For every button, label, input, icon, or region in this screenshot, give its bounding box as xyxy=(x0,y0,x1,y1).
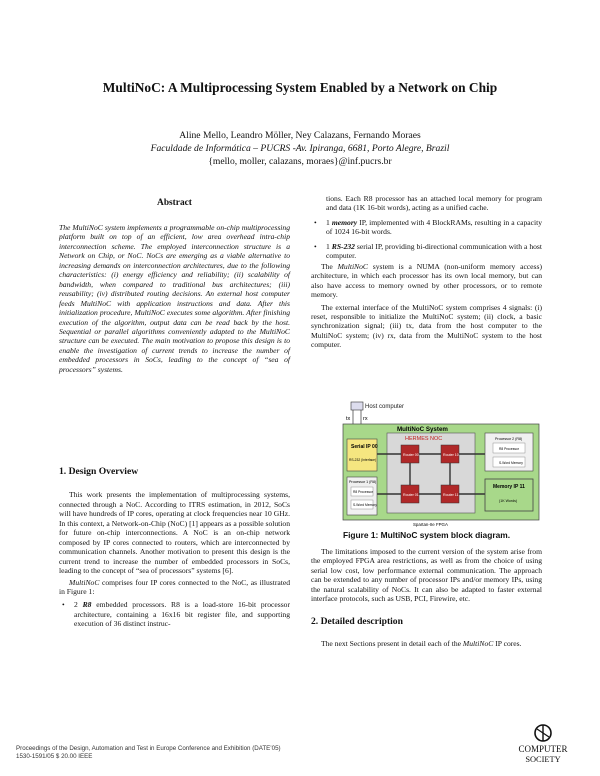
multinoc-emphasis: MultiNoC xyxy=(69,577,100,587)
abstract-text: The MultiNoC system implements a programmable on-chip multiprocessing platform built on top of an efficient, low area overhead intra-chip interconnection scheme. The employed interconnection structure is a Network on Chip, or NoC. NoCs are emerging as a viable alternative to increasing demands on interconnection architectures, due to the following characteristics: (i) energy efficiency and reliability; (ii) scalability of bandwidth, when compared to traditional bus architectures; (iii) reusability; (iv) distributed routing decisions. An external host computer feeds MultiNoC with application instructions and data. After this initialization procedure, MultiNoC executes some algorithm. After finishing execution of the algorithm, output data can be read back by the host. Sequential or parallel algorithms conveniently adapted to the MultiNoC structure can be executed. The main motivation to propose this design is to enable the investigation of current trends to increase the number of embedded processors in SoCs, leading to the concept of “sea of processors” systems. xyxy=(59,223,290,374)
memory-ip-label: Memory IP 11 xyxy=(493,484,525,490)
logo-text-1: COMPUTER xyxy=(518,744,568,754)
bullet-r8-continued: tions. Each R8 processor has an attached local memory for program and data (1K 16-bit words), acting as a unified cache. xyxy=(326,194,542,213)
paper-title: MultiNoC: A Multiprocessing System Enabled by a Network on Chip xyxy=(102,80,498,95)
abstract-heading: Abstract xyxy=(157,198,192,208)
bullet-memory: • 1 memory IP, implemented with 4 BlockRAMs, resulting in a capacity of 1024 16-bit words. xyxy=(311,218,542,237)
tx-label: tx xyxy=(346,416,351,422)
serial-ip-sub: RS-232 (Interface) xyxy=(349,458,377,462)
fpga-label: Spartan-IIe FPGA xyxy=(413,522,448,527)
svg-text:Router 10: Router 10 xyxy=(443,453,459,457)
computer-society-logo xyxy=(510,724,576,766)
svg-text:Router 00: Router 00 xyxy=(403,453,419,457)
external-interface-paragraph: The external interface of the MultiNoC system comprises 4 signals: (i) reset, responsible to initialize the MultiNoC system; (ii) clock, a basic synchronization signal; (iii) tx, data from the host computer to the MultiNoC system; (iv) rx, data from the MultiNoC system to the host computer. xyxy=(311,302,542,350)
svg-text:R8 Processor: R8 Processor xyxy=(499,447,519,451)
bullet-marker: • xyxy=(314,241,317,251)
svg-text:R8 Processor: R8 Processor xyxy=(353,490,373,494)
processor-1-label: Processor 1 (R8) xyxy=(349,480,377,484)
bullet-marker: • xyxy=(314,217,317,227)
svg-text:Router 01: Router 01 xyxy=(403,493,419,497)
bullet-marker: • xyxy=(62,600,65,610)
footer-issn: 1530-1591/05 $ 20.00 IEEE xyxy=(16,753,93,760)
author-affiliation: Faculdade de Informática – PUCRS -Av. Ipiranga, 6681, Porto Alegre, Brazil xyxy=(150,143,450,154)
svg-text:Router 11: Router 11 xyxy=(443,493,459,497)
figure-block-diagram xyxy=(327,399,545,529)
section2-paragraph: The next Sections present in detail each of the MultiNoC IP cores. xyxy=(321,639,522,649)
bullet-r8-text: 2 R8 embedded processors. R8 is a load-store 16-bit processor architecture, containing a 16x16 bit register file, and supporting execution of 36 distinct instruc- xyxy=(74,600,290,629)
bullet-rs232: • 1 RS-232 serial IP, providing bi-directional communication with a host computer. xyxy=(311,242,542,261)
author-email: {mello, moller, calazans, moraes}@inf.pucrs.br xyxy=(208,156,392,167)
system-label: MultiNoC System xyxy=(397,426,448,433)
numa-paragraph: The MultiNoC system is a NUMA (non-uniform memory access) architecture, in which each processor has its own local memory, but can also have access to memory owned by other processors, or to remote memory. xyxy=(311,261,542,300)
rx-label: rx xyxy=(363,416,368,422)
logo-text-2: SOCIETY xyxy=(525,755,561,764)
author-block xyxy=(0,129,600,168)
section1-left xyxy=(59,467,290,629)
serial-ip-label: Serial IP 00 xyxy=(351,444,378,450)
section1-paragraph-2: MultiNoC comprises four IP cores connected to the NoC, as illustrated in Figure 1: xyxy=(59,577,290,596)
page-footer xyxy=(16,745,281,761)
host-label: Host computer xyxy=(365,404,405,410)
figure-caption: Figure 1: MultiNoC system block diagram. xyxy=(342,530,511,540)
section2-heading: 2. Detailed description xyxy=(311,615,403,627)
footer-proceedings: Proceedings of the Design, Automation and Test in Europe Conference and Exhibition (DATE’05) xyxy=(16,745,281,752)
limitations-paragraph: The limitations imposed to the current version of the system arise from the employed FPGA area restrictions, as well as from the choice of using serial low cost, low performance external communication. The approach can be extended to any number of processor IPs and/or memory IPs, using the natural scalability of NoCs. It can also be adapted to faster external interface protocols, such as USB, PCI, Firewire, etc. xyxy=(311,547,542,604)
host-computer-icon xyxy=(351,402,363,410)
svg-text:S-Word Memory: S-Word Memory xyxy=(499,461,523,465)
hermes-noc-box xyxy=(387,433,475,513)
memory-ip-sub: (1K Words) xyxy=(499,499,518,503)
author-names: Aline Mello, Leandro Möller, Ney Calazans, Fernando Moraes xyxy=(179,130,421,141)
svg-text:S-Word Memory: S-Word Memory xyxy=(353,503,377,507)
section1-right xyxy=(311,194,542,350)
right-column-lower xyxy=(311,547,542,649)
section1-paragraph-1: This work presents the implementation of multiprocessing systems, connected through a NoC. According to ITRS estimation, in 2012, SoCs will have hundreds of IP cores, operating at clock frequencies near 10 GHz. In this context, a Network-on-Chip (NoC) [1] appears as a possible solution for future on-chip interconnections. A NoC is an on-chip network composed by IP cores connected to routers, which are interconnected by communication channels. Another motivation to present this design is the current trend to increase the number of embedded processors in SoCs, leading to the concept of “sea of processors” systems [6]. xyxy=(59,490,290,576)
processor-2-label: Processor 2 (R8) xyxy=(495,437,523,441)
bullet-r8 xyxy=(59,600,290,628)
section1-heading: 1. Design Overview xyxy=(59,466,139,477)
noc-label: HERMES NOC xyxy=(405,436,443,442)
